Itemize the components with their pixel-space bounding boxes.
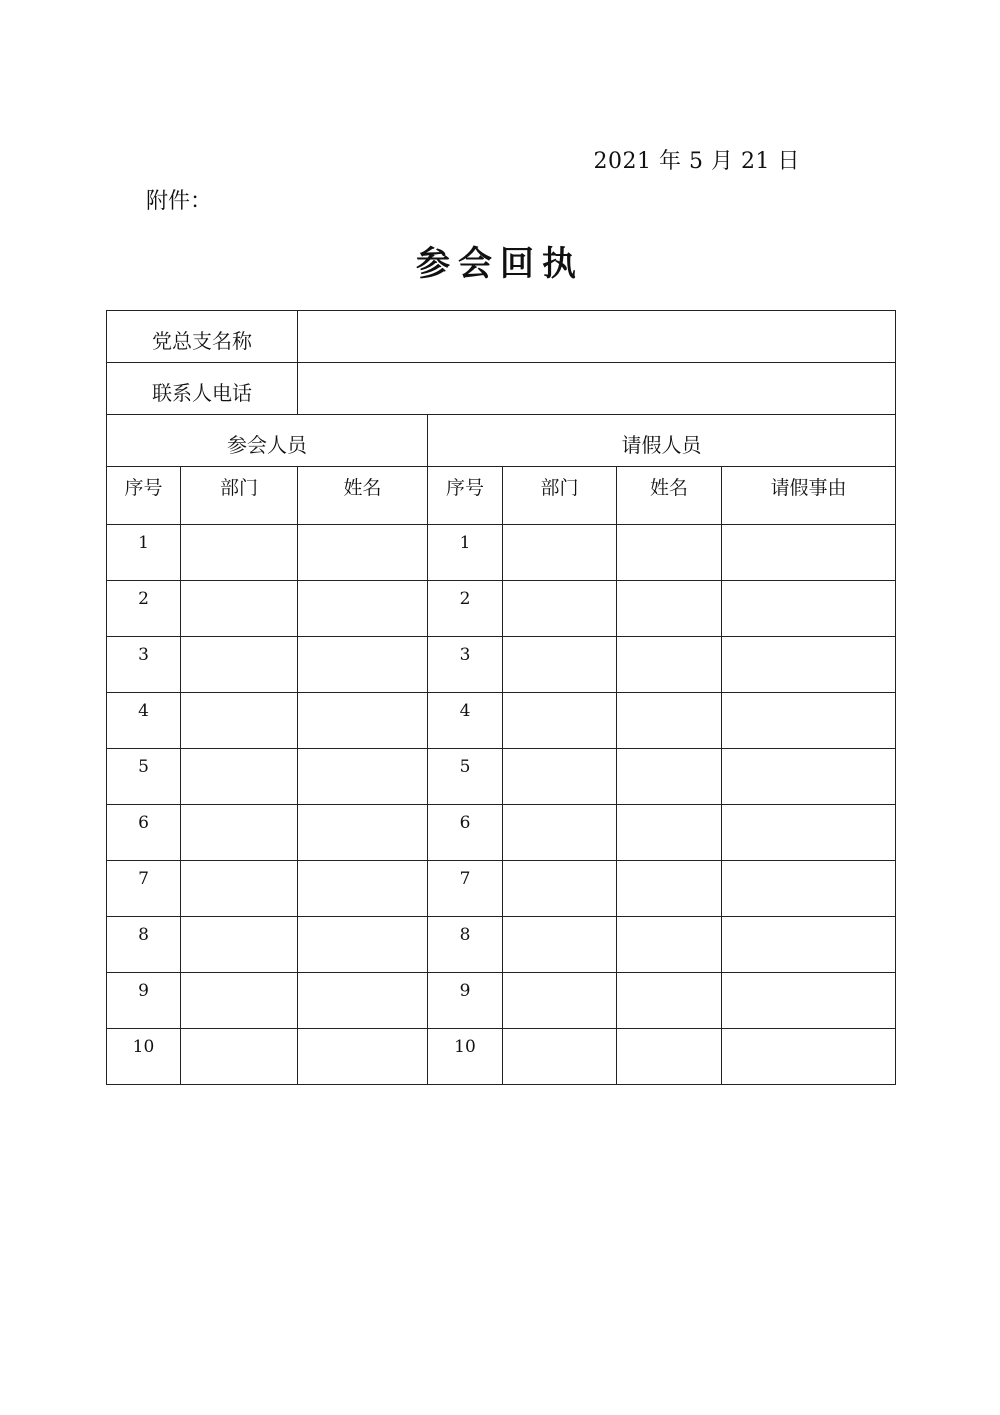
leave-dept-cell[interactable]	[503, 917, 617, 973]
leave-no-cell: 3	[428, 637, 503, 693]
attendee-no-cell: 5	[107, 749, 181, 805]
leave-no-cell: 7	[428, 861, 503, 917]
leave-no-cell: 4	[428, 693, 503, 749]
attendee-dept-cell[interactable]	[181, 581, 298, 637]
leave-dept-cell[interactable]	[503, 749, 617, 805]
table-row	[107, 637, 896, 693]
attendee-name-cell[interactable]	[298, 805, 428, 861]
document-date: 2021 年 5 月 21 日	[593, 149, 800, 174]
column-header-row	[107, 467, 896, 525]
leave-dept-cell[interactable]	[503, 973, 617, 1029]
attendee-no-cell: 9	[107, 973, 181, 1029]
leave-name-cell[interactable]	[617, 805, 722, 861]
leave-name-cell[interactable]	[617, 861, 722, 917]
leave-reason-cell[interactable]	[722, 749, 896, 805]
leave-name-cell[interactable]	[617, 637, 722, 693]
table-row	[107, 805, 896, 861]
attendee-dept-cell[interactable]	[181, 637, 298, 693]
attendee-no-cell: 6	[107, 805, 181, 861]
branch-name-label: 党总支名称	[107, 311, 298, 363]
attendee-name-cell[interactable]	[298, 581, 428, 637]
table-row	[107, 693, 896, 749]
attendee-name-header: 姓名	[298, 467, 428, 525]
leave-no-cell: 1	[428, 525, 503, 581]
page-title: 参会回执	[416, 244, 584, 284]
attendee-dept-cell[interactable]	[181, 917, 298, 973]
attendee-name-cell[interactable]	[298, 749, 428, 805]
attendee-no-cell: 1	[107, 525, 181, 581]
attendee-dept-cell[interactable]	[181, 749, 298, 805]
table-row	[107, 861, 896, 917]
leave-no-cell: 5	[428, 749, 503, 805]
leave-reason-cell[interactable]	[722, 805, 896, 861]
attendee-no-cell: 8	[107, 917, 181, 973]
attendee-name-cell[interactable]	[298, 973, 428, 1029]
leave-dept-cell[interactable]	[503, 581, 617, 637]
contact-row	[107, 363, 896, 415]
leave-reason-cell[interactable]	[722, 917, 896, 973]
branch-name-field[interactable]	[298, 311, 896, 363]
leave-name-cell[interactable]	[617, 581, 722, 637]
leave-dept-cell[interactable]	[503, 1029, 617, 1085]
leave-reason-cell[interactable]	[722, 1029, 896, 1085]
leave-no-cell: 6	[428, 805, 503, 861]
contact-phone-label: 联系人电话	[107, 363, 298, 415]
attendee-name-cell[interactable]	[298, 1029, 428, 1085]
leave-name-cell[interactable]	[617, 693, 722, 749]
attendee-dept-header: 部门	[181, 467, 298, 525]
contact-phone-field[interactable]	[298, 363, 896, 415]
attendee-name-cell[interactable]	[298, 637, 428, 693]
attendee-dept-cell[interactable]	[181, 861, 298, 917]
attendee-name-cell[interactable]	[298, 861, 428, 917]
attendee-dept-cell[interactable]	[181, 693, 298, 749]
leave-dept-cell[interactable]	[503, 861, 617, 917]
leave-reason-header: 请假事由	[722, 467, 896, 525]
leave-dept-header: 部门	[503, 467, 617, 525]
attendee-no-cell: 7	[107, 861, 181, 917]
attendee-no-cell: 4	[107, 693, 181, 749]
leave-dept-cell[interactable]	[503, 525, 617, 581]
leave-name-cell[interactable]	[617, 1029, 722, 1085]
leave-dept-cell[interactable]	[503, 637, 617, 693]
leave-no-cell: 2	[428, 581, 503, 637]
table-row	[107, 525, 896, 581]
attendee-dept-cell[interactable]	[181, 525, 298, 581]
leave-name-cell[interactable]	[617, 525, 722, 581]
leave-name-cell[interactable]	[617, 973, 722, 1029]
section-header-row	[107, 415, 896, 467]
attachment-label: 附件：	[146, 189, 213, 214]
leave-reason-cell[interactable]	[722, 693, 896, 749]
attendee-name-cell[interactable]	[298, 525, 428, 581]
attendee-name-cell[interactable]	[298, 917, 428, 973]
table-row	[107, 581, 896, 637]
leave-name-header: 姓名	[617, 467, 722, 525]
table-row	[107, 917, 896, 973]
leave-section-header: 请假人员	[428, 415, 896, 467]
attendee-no-cell: 3	[107, 637, 181, 693]
leave-reason-cell[interactable]	[722, 973, 896, 1029]
attendee-name-cell[interactable]	[298, 693, 428, 749]
attendee-dept-cell[interactable]	[181, 805, 298, 861]
leave-no-cell: 8	[428, 917, 503, 973]
leave-reason-cell[interactable]	[722, 861, 896, 917]
attendee-no-cell: 2	[107, 581, 181, 637]
leave-no-cell: 9	[428, 973, 503, 1029]
leave-no-cell: 10	[428, 1029, 503, 1085]
attendee-dept-cell[interactable]	[181, 973, 298, 1029]
leave-reason-cell[interactable]	[722, 525, 896, 581]
table-row	[107, 1029, 896, 1085]
attendees-section-header: 参会人员	[107, 415, 428, 467]
leave-reason-cell[interactable]	[722, 637, 896, 693]
attendee-no-header: 序号	[107, 467, 181, 525]
table-row	[107, 973, 896, 1029]
attendee-dept-cell[interactable]	[181, 1029, 298, 1085]
branch-name-row	[107, 311, 896, 363]
leave-no-header: 序号	[428, 467, 503, 525]
leave-reason-cell[interactable]	[722, 581, 896, 637]
table-row	[107, 749, 896, 805]
leave-dept-cell[interactable]	[503, 693, 617, 749]
reply-form-table	[106, 310, 896, 1085]
attendee-no-cell: 10	[107, 1029, 181, 1085]
leave-name-cell[interactable]	[617, 917, 722, 973]
leave-name-cell[interactable]	[617, 749, 722, 805]
leave-dept-cell[interactable]	[503, 805, 617, 861]
